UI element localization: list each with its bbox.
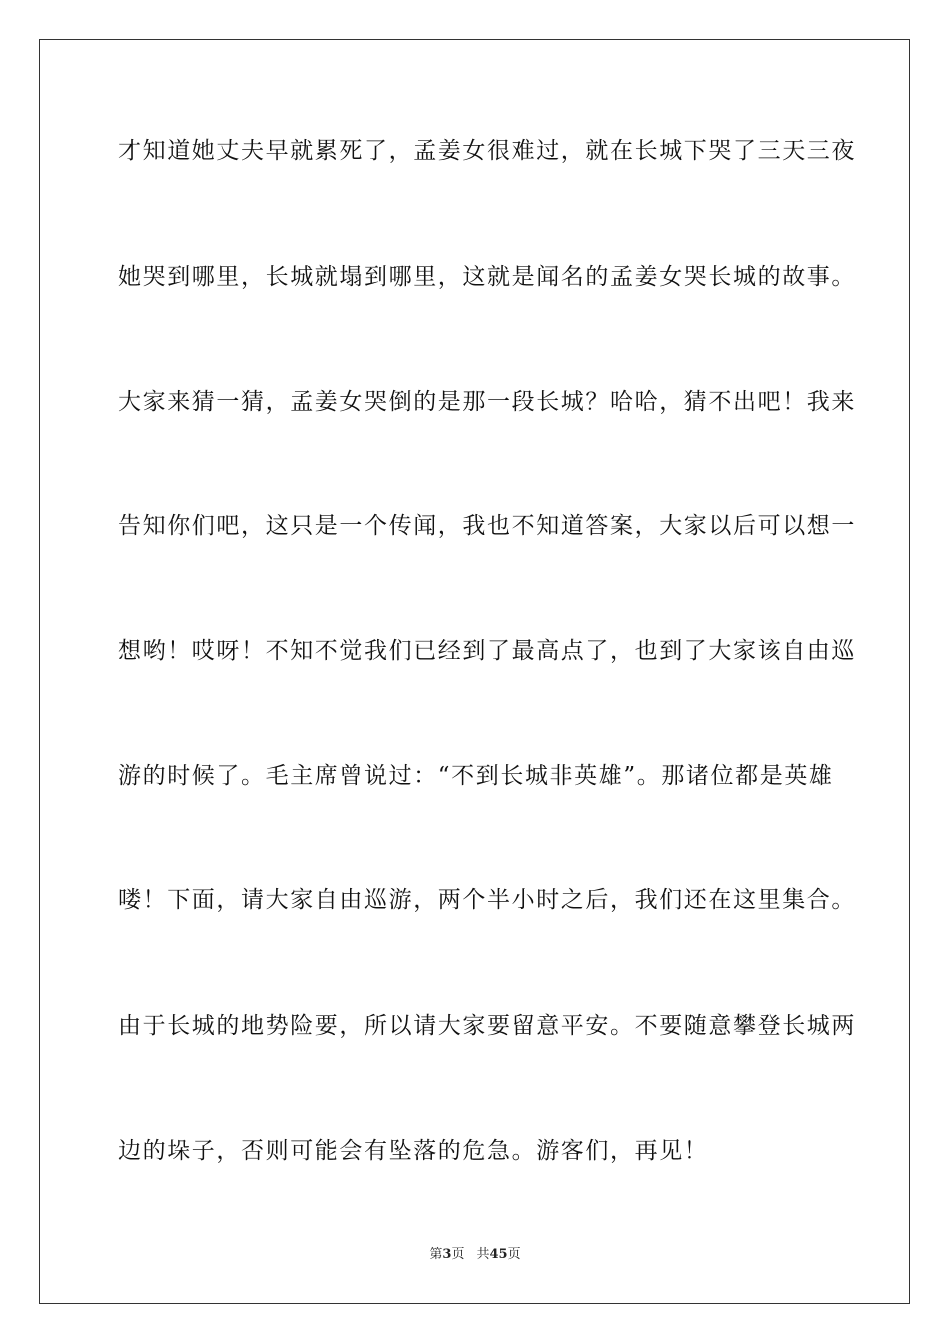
body-text-line: 她哭到哪里，长城就塌到哪里，这就是闻名的孟姜女哭长城的故事。 (118, 264, 856, 290)
page-border (39, 39, 910, 1304)
body-text-line: 告知你们吧，这只是一个传闻，我也不知道答案，大家以后可以想一 (118, 513, 856, 539)
body-text-line: 边的垛子，否则可能会有坠落的危急。游客们，再见！ (118, 1138, 709, 1164)
page-number-prefix: 第 (429, 1247, 443, 1262)
page-number: 3 (442, 1247, 452, 1262)
total-pages: 45 (489, 1247, 508, 1262)
page-footer (0, 1246, 950, 1264)
body-text-line: 大家来猜一猜，孟姜女哭倒的是那一段长城？哈哈，猜不出吧！我来 (118, 389, 856, 415)
body-text-line: 才知道她丈夫早就累死了，孟姜女很难过，就在长城下哭了三天三夜 (118, 138, 856, 164)
body-text-line: 游的时候了。毛主席曾说过：“不到长城非英雄”。那诸位都是英雄 (118, 763, 834, 789)
body-text-line: 想哟！哎呀！不知不觉我们已经到了最高点了，也到了大家该自由巡 (118, 638, 856, 664)
body-text-line: 喽！下面，请大家自由巡游，两个半小时之后，我们还在这里集合。 (118, 887, 856, 913)
body-text-line: 由于长城的地势险要，所以请大家要留意平安。不要随意攀登长城两 (118, 1013, 856, 1039)
total-pages-suffix: 页 (507, 1247, 521, 1262)
page-number-suffix: 页 (451, 1247, 465, 1262)
total-pages-prefix: 共 (476, 1247, 490, 1262)
